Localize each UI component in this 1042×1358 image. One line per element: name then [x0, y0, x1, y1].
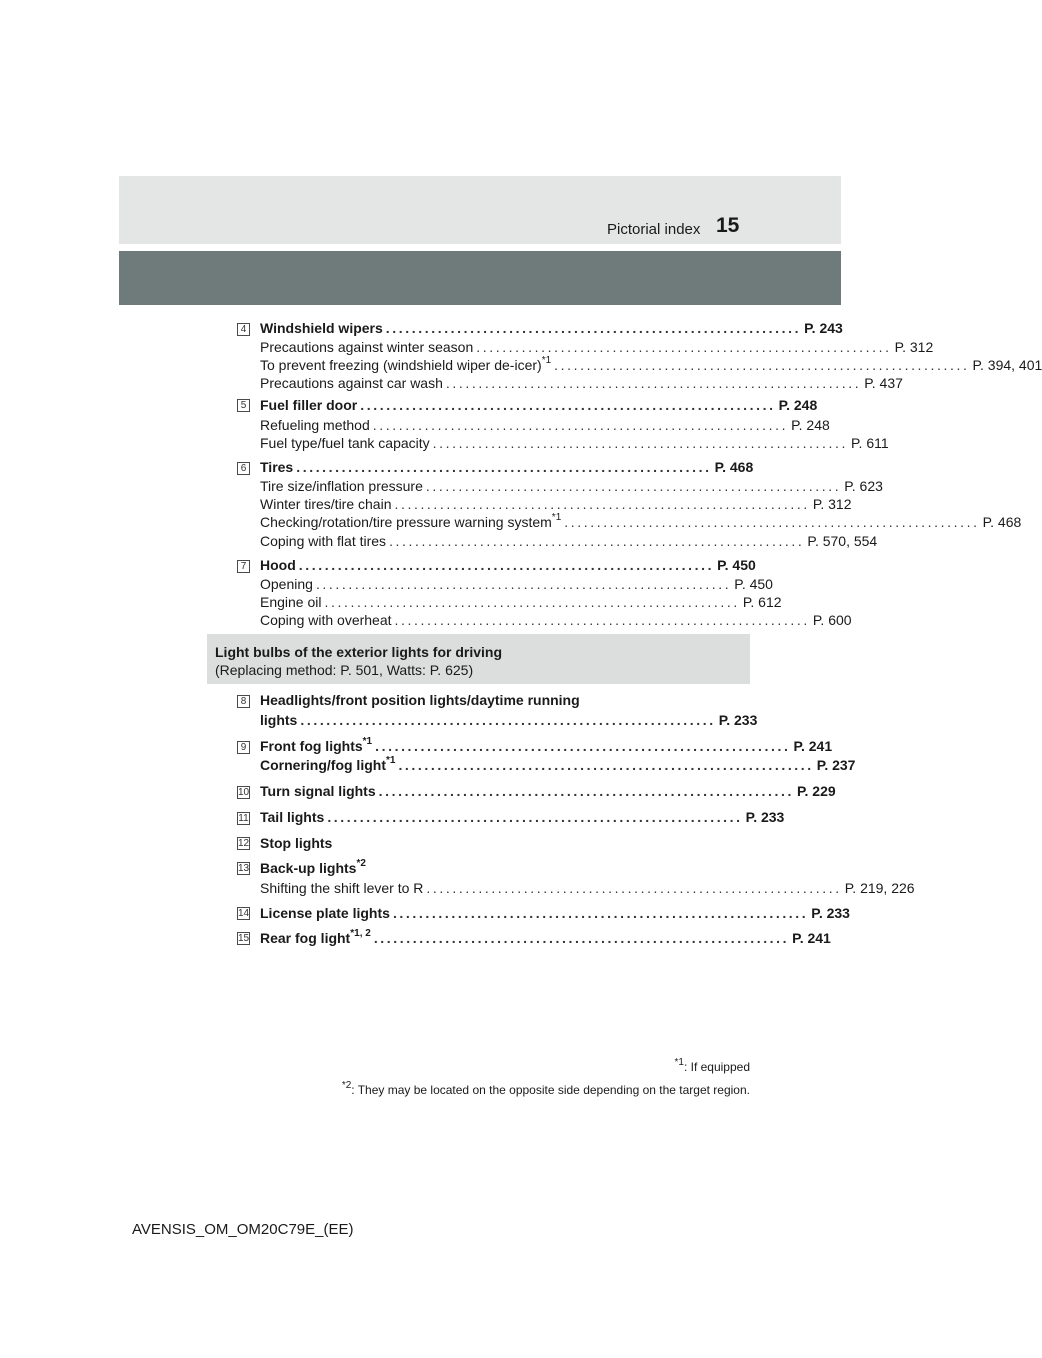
item-marker-9: 9: [237, 741, 250, 754]
index-entry-hood[interactable]: Hood ................................................................ P. 450: [260, 557, 756, 573]
item-marker-5: 5: [237, 399, 250, 412]
index-subentry[interactable]: Winter tires/tire chain ................................................................ P. 312: [260, 496, 852, 512]
index-subentry[interactable]: Opening ................................................................ P. 450: [260, 576, 773, 592]
index-subentry[interactable]: Checking/rotation/tire pressure warning system$^{*1}$ ................................................................ P. 468: [260, 512, 1022, 530]
index-entry-rear-fog-light[interactable]: Rear fog light$^{*1, 2}$ ................................................................ P. 241: [260, 928, 831, 946]
index-entry-fuel-filler-door[interactable]: Fuel filler door ................................................................ P. 248: [260, 397, 818, 413]
index-entry-cornering-fog-light[interactable]: Cornering/fog light$^{*1}$ ................................................................ P. 237: [260, 755, 856, 773]
item-marker-15: 15: [238, 933, 250, 944]
callout-title: Light bulbs of the exterior lights for driving: [215, 644, 502, 660]
index-entry-headlights-line1: Headlights/front position lights/daytime running: [260, 692, 580, 708]
light-bulbs-callout: [207, 634, 750, 684]
index-entry-tail-lights[interactable]: Tail lights ................................................................ P. 233: [260, 809, 785, 825]
item-marker-4: 4: [237, 323, 250, 336]
item-marker-11: 11: [238, 813, 249, 824]
index-entry-windshield-wipers[interactable]: Windshield wipers ................................................................ P. 243: [260, 320, 843, 336]
index-subentry[interactable]: Precautions against winter season ................................................................ P. 312: [260, 339, 934, 355]
index-entry-license-plate-lights[interactable]: License plate lights ................................................................ P. 233: [260, 905, 850, 921]
index-entry-stop-lights: Stop lights: [260, 835, 333, 851]
footnote-2: $^{*2}$: They may be located on the opposite side depending on the target region.: [341, 1080, 750, 1097]
index-subentry[interactable]: To prevent freezing (windshield wiper de-icer)$^{*1}$ ................................................................ P. 394, 401: [260, 355, 1042, 373]
item-marker-7: 7: [237, 560, 250, 573]
index-subentry[interactable]: Tire size/inflation pressure ................................................................ P. 623: [260, 478, 883, 494]
index-subentry[interactable]: Coping with overheat ................................................................ P. 600: [260, 612, 852, 628]
index-subentry[interactable]: Refueling method ................................................................ P. 248: [260, 417, 830, 433]
index-entry-headlights[interactable]: lights ................................................................ P. 233: [260, 712, 758, 728]
index-subentry[interactable]: Engine oil ................................................................ P. 612: [260, 594, 782, 610]
footnote-1: $^{*1}$: If equipped: [674, 1057, 750, 1074]
index-entry-front-fog-lights[interactable]: Front fog lights$^{*1}$ ................................................................ P. 241: [260, 736, 833, 754]
index-entry-tires[interactable]: Tires ................................................................ P. 468: [260, 459, 754, 475]
section-title: Pictorial index: [607, 221, 701, 238]
item-marker-12: 12: [238, 838, 250, 849]
index-subentry[interactable]: Coping with flat tires ................................................................ P. 570, 554: [260, 533, 878, 549]
index-subentry-shifting[interactable]: Shifting the shift lever to R ................................................................ P. 219, 226: [260, 880, 915, 896]
item-marker-8: 8: [237, 695, 250, 708]
index-subentry[interactable]: Fuel type/fuel tank capacity ................................................................ P. 611: [260, 435, 889, 451]
page-number: 15: [716, 214, 740, 237]
header-band-dark: [119, 251, 841, 305]
document-code: AVENSIS_OM_OM20C79E_(EE): [132, 1221, 354, 1238]
item-marker-6: 6: [237, 462, 250, 475]
callout-subtitle: (Replacing method: P. 501, Watts: P. 625): [215, 662, 474, 678]
item-marker-14: 14: [238, 908, 250, 919]
index-entry-back-up-lights: Back-up lights$^{*2}$: [260, 858, 366, 876]
item-marker-13: 13: [238, 863, 250, 874]
index-entry-turn-signal-lights[interactable]: Turn signal lights ................................................................ P. 229: [260, 783, 836, 799]
item-marker-10: 10: [238, 787, 250, 798]
index-subentry[interactable]: Precautions against car wash ................................................................ P. 437: [260, 375, 903, 391]
page-ref: P. 243: [804, 320, 843, 336]
